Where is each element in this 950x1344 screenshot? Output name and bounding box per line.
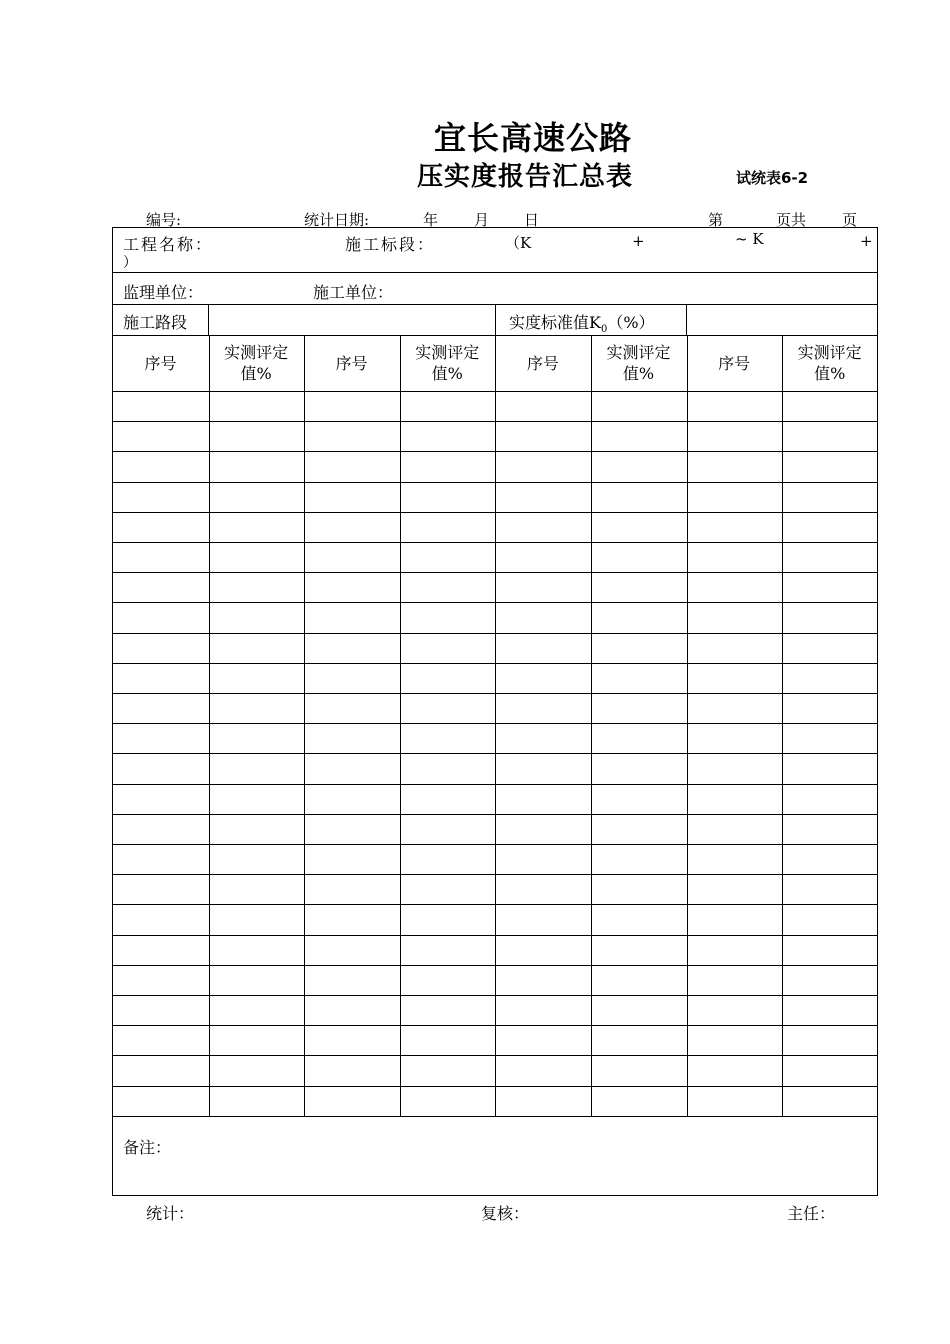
project-name-label: 工程名称：	[123, 235, 214, 254]
column-header-text	[336, 353, 368, 374]
table-column-line	[209, 335, 210, 1116]
column-header-text	[527, 353, 559, 374]
director-label: 主任：	[787, 1204, 836, 1223]
remarks-label: 备注：	[123, 1138, 172, 1157]
column-header-line2: 值%	[622, 364, 655, 383]
divider	[686, 304, 687, 335]
standard-value-label	[509, 310, 655, 335]
column-header-line2: 值%	[240, 364, 272, 383]
k-close-paren: ）	[123, 255, 137, 271]
review-label: 复核：	[481, 1204, 530, 1223]
k-start-label: （K	[505, 234, 532, 252]
table-column-line	[591, 335, 592, 1116]
divider	[495, 304, 496, 335]
column-header	[591, 335, 686, 391]
table-column-line	[782, 335, 783, 1116]
table-column-line	[495, 335, 496, 1116]
column-header	[209, 335, 304, 391]
column-header-text	[798, 342, 862, 384]
contractor-label: 施工单位：	[313, 283, 394, 302]
document-subtitle: 压实度报告汇总表	[417, 162, 634, 192]
column-header-line2: 值%	[431, 364, 463, 383]
column-header-line1: 序号	[718, 353, 751, 373]
table-column-line	[304, 335, 305, 1116]
table-row-line	[113, 1116, 877, 1117]
report-form	[112, 227, 878, 1196]
column-header-text	[718, 353, 750, 374]
date-label: 统计日期:	[304, 211, 370, 229]
column-header-line1: 序号	[335, 353, 368, 373]
k-end-label: ~ K	[735, 230, 764, 248]
column-header	[400, 335, 495, 391]
table-column-line	[400, 335, 401, 1116]
year-label: 年	[423, 211, 439, 229]
month-label: 月	[474, 211, 490, 229]
column-header-line1: 实测评定	[224, 343, 289, 362]
standard-value-text: 实度标准值K	[509, 313, 601, 332]
supervisor-label: 监理单位：	[123, 283, 204, 302]
column-header	[687, 335, 782, 391]
stat-label: 统计：	[146, 1204, 195, 1223]
column-header-text	[224, 342, 288, 384]
column-header	[113, 335, 208, 391]
column-header-line1: 序号	[526, 353, 559, 373]
divider	[208, 304, 209, 335]
divider	[113, 272, 877, 273]
column-header-line2: 值%	[814, 364, 846, 383]
document-title: 宜长高速公路	[433, 119, 632, 157]
column-header-text	[144, 353, 176, 374]
column-header	[304, 335, 399, 391]
page-end-label: 页	[842, 211, 858, 229]
day-label: 日	[524, 211, 540, 229]
form-number: 试统表6-2	[736, 169, 809, 187]
column-header-text	[415, 342, 479, 384]
table-column-line	[687, 335, 688, 1116]
column-header-text	[606, 342, 670, 384]
column-header	[495, 335, 590, 391]
k-start-plus: +	[632, 232, 645, 250]
column-header-line1: 实测评定	[606, 343, 671, 362]
road-section-label: 施工路段	[123, 313, 188, 332]
page-number-label: 第	[708, 211, 724, 229]
column-header	[782, 335, 877, 391]
column-header-line1: 实测评定	[797, 343, 862, 362]
standard-value-unit: （%）	[607, 313, 655, 332]
column-header-line1: 实测评定	[415, 343, 480, 362]
section-label: 施工标段：	[345, 235, 436, 254]
k-end-plus: +	[860, 232, 873, 250]
page-total-label: 页共	[776, 211, 807, 229]
standard-value-subscript: 0	[600, 324, 608, 336]
number-label: 编号:	[146, 211, 182, 229]
column-header-line1: 序号	[144, 353, 177, 373]
